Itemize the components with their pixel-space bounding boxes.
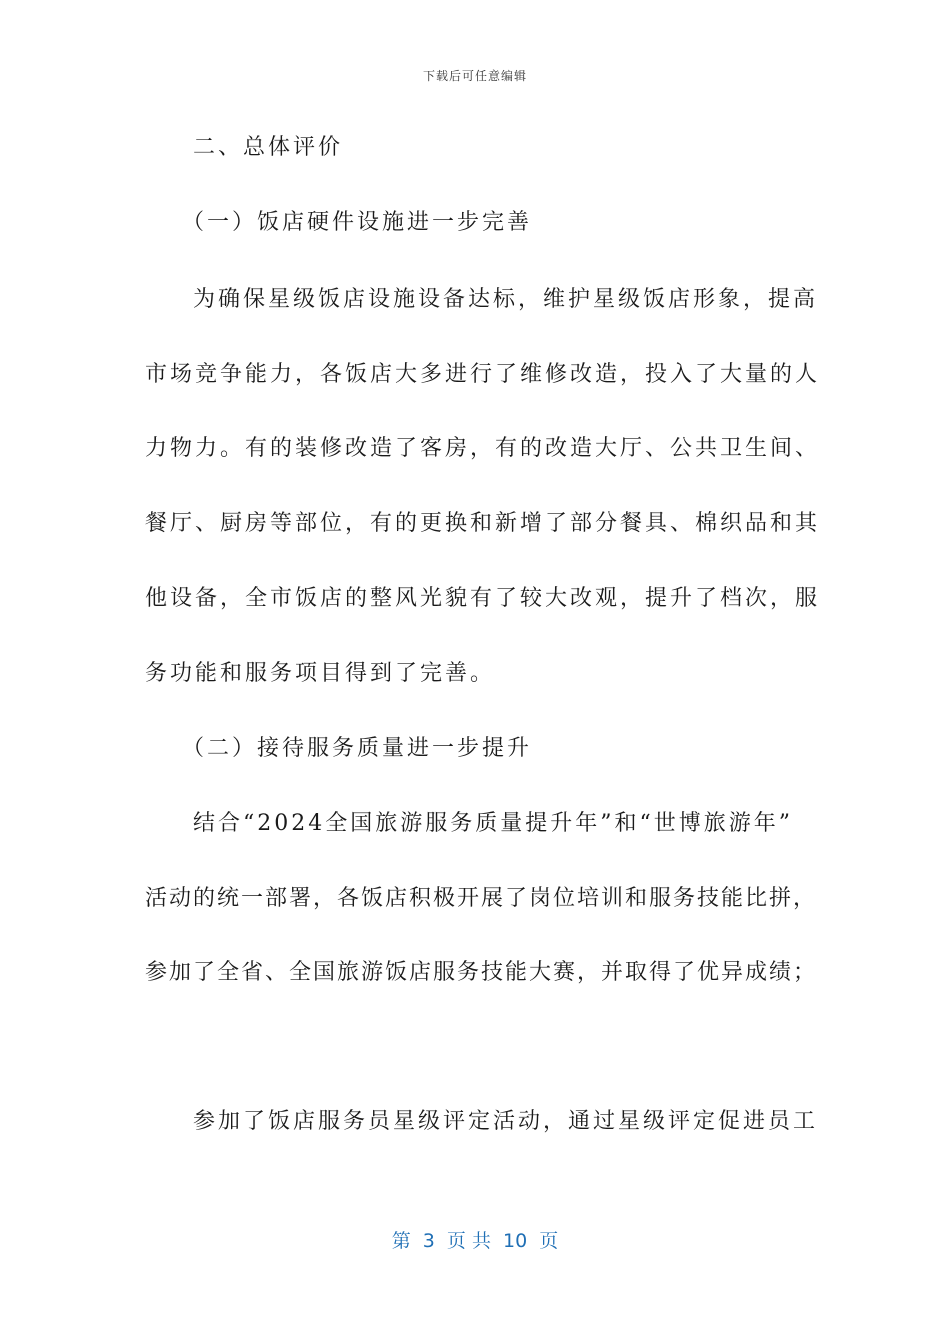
paragraph-line: 餐厅、厨房等部位，有的更换和新增了部分餐具、棉织品和其 [145,511,821,536]
paragraph-line: 他设备，全市饭店的整风光貌有了较大改观，提升了档次，服 [145,586,821,611]
page-header-note: 下载后可任意编辑 [422,69,527,83]
subsection-heading-service-quality: （二）接待服务质量进一步提升 [182,736,533,761]
paragraph-line: 市场竞争能力，各饭店大多进行了维修改造，投入了大量的人 [145,362,821,387]
section-heading-overall-evaluation: 二、总体评价 [193,135,344,160]
paragraph-line: 结合“2024全国旅游服务质量提升年”和“世博旅游年” [193,811,793,836]
paragraph-line: 活动的统一部署，各饭店积极开展了岗位培训和服务技能比拼， [145,886,818,911]
paragraph-line: 为确保星级饭店设施设备达标，维护星级饭店形象，提高 [193,287,819,312]
paragraph-line: 力物力。有的装修改造了客房，有的改造大厅、公共卫生间、 [145,436,821,461]
page-number-footer: 第 3 页 共 10 页 [391,1230,559,1252]
subsection-heading-hardware: （一）饭店硬件设施进一步完善 [182,210,533,235]
paragraph-line: 参加了全省、全国旅游饭店服务技能大赛，并取得了优异成绩； [145,960,818,985]
paragraph-line: 务功能和服务项目得到了完善。 [145,661,496,686]
paragraph-line: 参加了饭店服务员星级评定活动，通过星级评定促进员工 [193,1109,819,1134]
